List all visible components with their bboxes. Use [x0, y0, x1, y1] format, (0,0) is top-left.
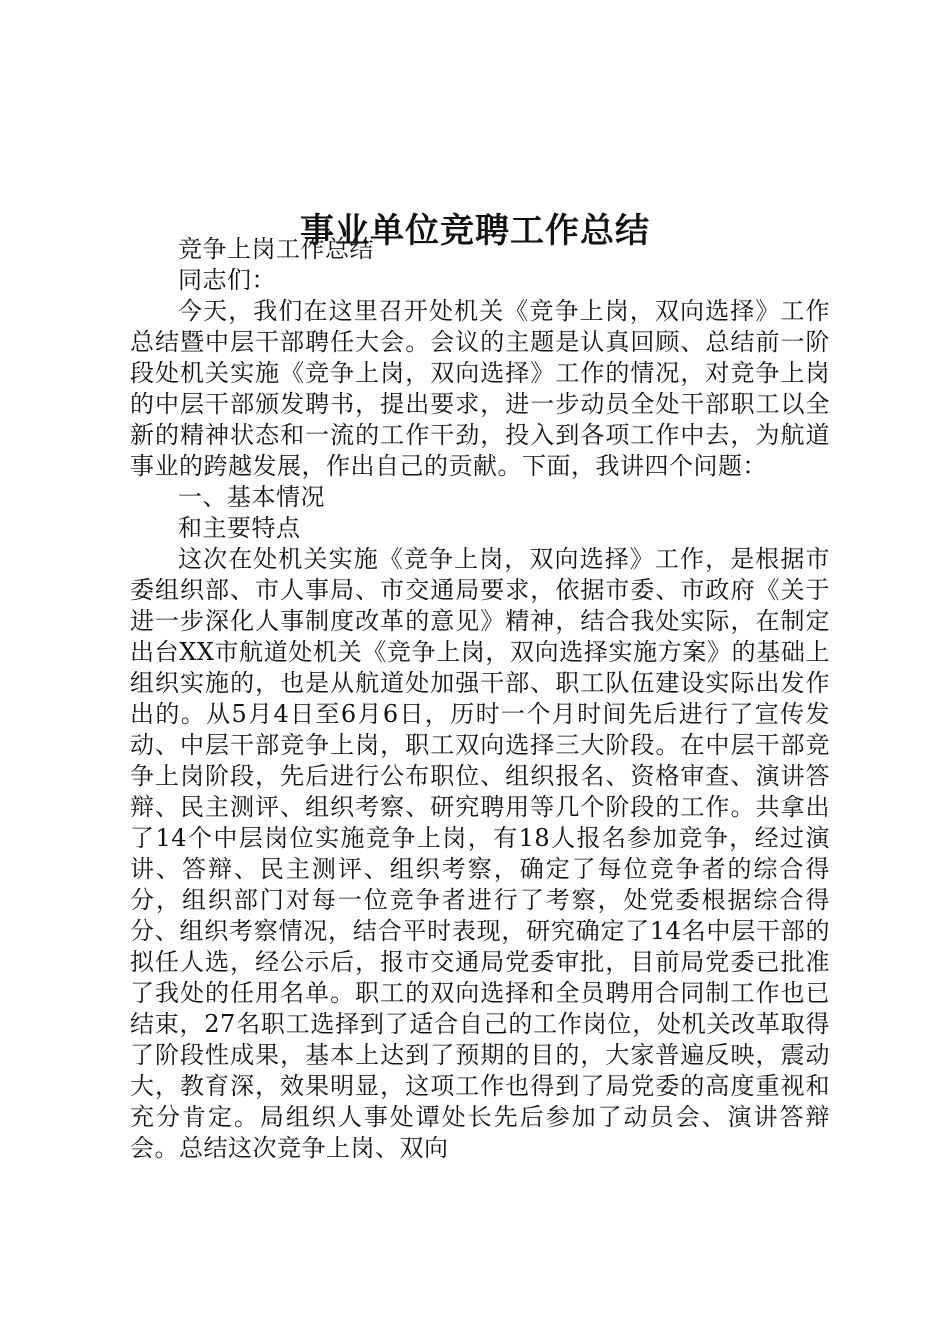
section-heading-1-cont: 和主要特点 — [178, 514, 301, 542]
paragraph-heading: 竞争上岗工作总结 — [178, 235, 374, 263]
document-body — [130, 234, 830, 1164]
paragraph-salutation: 同志们： — [178, 266, 276, 294]
section-heading-1: 一、基本情况 — [178, 483, 325, 511]
paragraph-intro: 今天，我们在这里召开处机关《竞争上岗，双向选择》工作总结暨中层干部聘任大会。会议的主题是认真回顾、总结前一阶段处机关实施《竞争上岗，双向选择》工作的情况，对竞争上岗的中层干部颁发聘书，提出要求，进一步动员全处干部职工以全新的精神状态和一流的工作干劲，投入到各项工作中去，为航道事业的跨越发展，作出自己的贡献。下面，我讲四个问题： — [130, 297, 830, 480]
paragraph-situation: 这次在处机关实施《竞争上岗，双向选择》工作，是根据市委组织部、市人事局、市交通局要求，依据市委、市政府《关于进一步深化人事制度改革的意见》精神，结合我处实际，在制定出台XX市航道处机关《竞争上岗，双向选择实施方案》的基础上组织实施的，也是从航道处加强干部、职工队伍建设实际出发作出的。从5月4日至6月6日，历时一个月时间先后进行了宣传发动、中层干部竞争上岗，职工双向选择三大阶段。在中层干部竞争上岗阶段，先后进行公布职位、组织报名、资格审查、演讲答辩、民主测评、组织考察、研究聘用等几个阶段的工作。共拿出了14个中层岗位实施竞争上岗，有18人报名参加竞争，经过演讲、答辩、民主测评、组织考察，确定了每位竞争者的综合得分，组织部门对每一位竞争者进行了考察，处党委根据综合得分、组织考察情况，结合平时表现，研究确定了14名中层干部的拟任人选，经公示后，报市交通局党委审批，目前局党委已批准了我处的任用名单。职工的双向选择和全员聘用合同制工作也已结束，27名职工选择到了适合自己的工作岗位，处机关改革取得了阶段性成果，基本上达到了预期的目的，大家普遍反映，震动大，教育深，效果明显，这项工作也得到了局党委的高度重视和充分肯定。局组织人事处谭处长先后参加了动员会、演讲答辩会。总结这次竞争上岗、双向 — [130, 545, 830, 1162]
document-title: 事业单位竞聘工作总结 — [300, 210, 650, 251]
